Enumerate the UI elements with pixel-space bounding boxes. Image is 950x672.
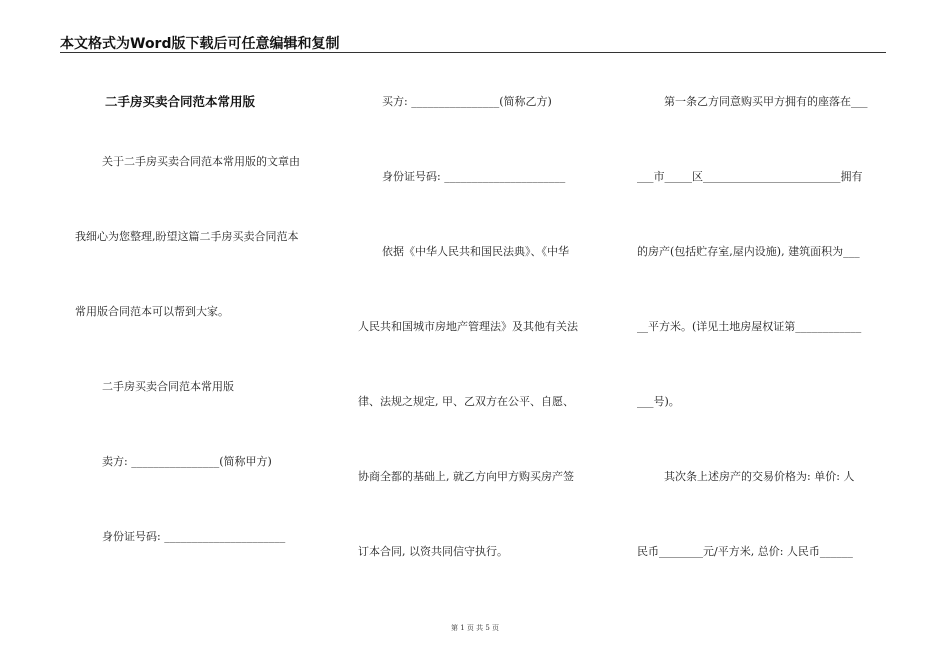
seller-id-line: 身份证号码: ______________________ xyxy=(102,530,286,543)
paragraph-line: 常用版合同范本可以帮到大家。 xyxy=(75,305,229,318)
paragraph-line: 人民共和国城市房地产管理法》及其他有关法 xyxy=(358,320,578,333)
clause-1-line: 的房产(包括贮存室,屋内设施), 建筑面积为___ xyxy=(637,245,860,258)
page-number: 第 1 页 共 5 页 xyxy=(450,624,500,632)
clause-1-line: ___市_____区_________________________拥有 xyxy=(637,170,863,183)
seller-line: 卖方: ________________(简称甲方) xyxy=(102,455,272,468)
paragraph-line: 协商全都的基础上, 就乙方向甲方购买房产签 xyxy=(358,470,574,483)
clause-1-line: __平方米。(详见土地房屋权证第____________ xyxy=(637,320,862,333)
section-heading: 二手房买卖合同范本常用版 xyxy=(102,380,234,393)
clause-1-line: 第一条乙方同意购买甲方拥有的座落在___ xyxy=(664,95,868,108)
buyer-line: 买方: ________________(简称乙方) xyxy=(382,95,552,108)
paragraph-line: 律、法规之规定, 甲、乙双方在公平、自愿、 xyxy=(358,395,574,408)
document-header-title: 本文格式为Word版下载后可任意编辑和复制 xyxy=(60,36,340,52)
clause-1-line: ___号)。 xyxy=(637,395,680,408)
clause-2-line: 民币________元/平方米, 总价: 人民币______ xyxy=(637,545,853,558)
clause-2-line: 其次条上述房产的交易价格为: 单价: 人 xyxy=(664,470,855,483)
document-title: 二手房买卖合同范本常用版 xyxy=(105,94,256,109)
header-divider xyxy=(60,52,886,53)
paragraph-line: 依据《中华人民共和国民法典》、《中华 xyxy=(382,245,569,258)
paragraph-line: 订本合同, 以资共同信守执行。 xyxy=(358,545,508,558)
paragraph-line: 我细心为您整理,盼望这篇二手房买卖合同范本 xyxy=(75,230,299,243)
buyer-id-line: 身份证号码: ______________________ xyxy=(382,170,566,183)
paragraph-line: 关于二手房买卖合同范本常用版的文章由 xyxy=(102,155,300,168)
